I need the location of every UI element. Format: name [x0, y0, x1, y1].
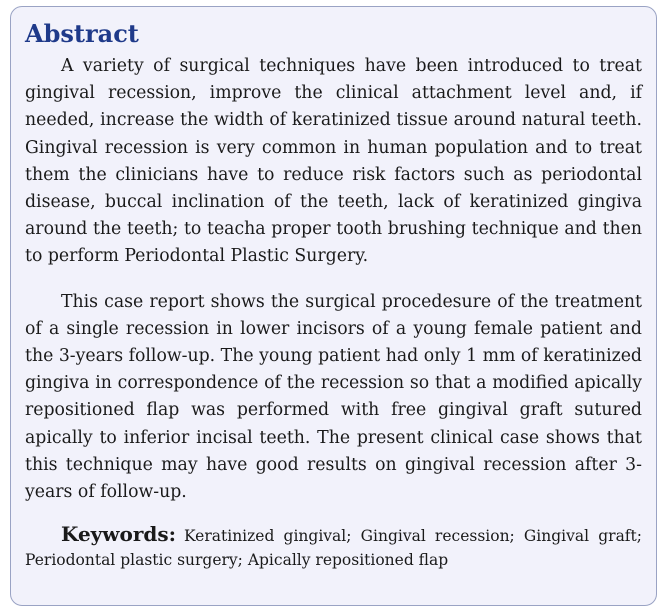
abstract-paragraph-1: A variety of surgical techniques have been introduced to treat gingival recession, improve the clinical attachment level and, if needed, increase the width of keratinized tissue around natural teeth. Gingival recession is very common in human population and to treat them the clinicians have to reduce risk factors such as periodontal disease, buccal inclination of the teeth, lack of keratinized gingiva around the teeth; to teacha proper tooth brushing technique and then to perform Periodontal Plastic Surgery.	[25, 56, 642, 267]
abstract-heading: Abstract	[25, 19, 139, 48]
abstract-box	[10, 6, 657, 606]
abstract-paragraph-2: This case report shows the surgical procedesure of the treatment of a single recession in lower incisors of a young female patient and the 3-years follow-up. The young patient had only 1 mm of keratinized gingiva in correspondence of the recession so that a modified apically repositioned flap was performed with free gingival graft sutured apically to inferior incisal teeth. The present clinical case shows that this technique may have good results on gingival recession after 3-years of follow-up.	[25, 291, 642, 503]
keywords-text: Keratinized gingival; Gingival recession; Gingival graft; Periodontal plastic surgery; Apically repositioned flap	[25, 527, 642, 570]
keywords	[25, 522, 642, 572]
keywords-label: Keywords:	[61, 522, 177, 547]
